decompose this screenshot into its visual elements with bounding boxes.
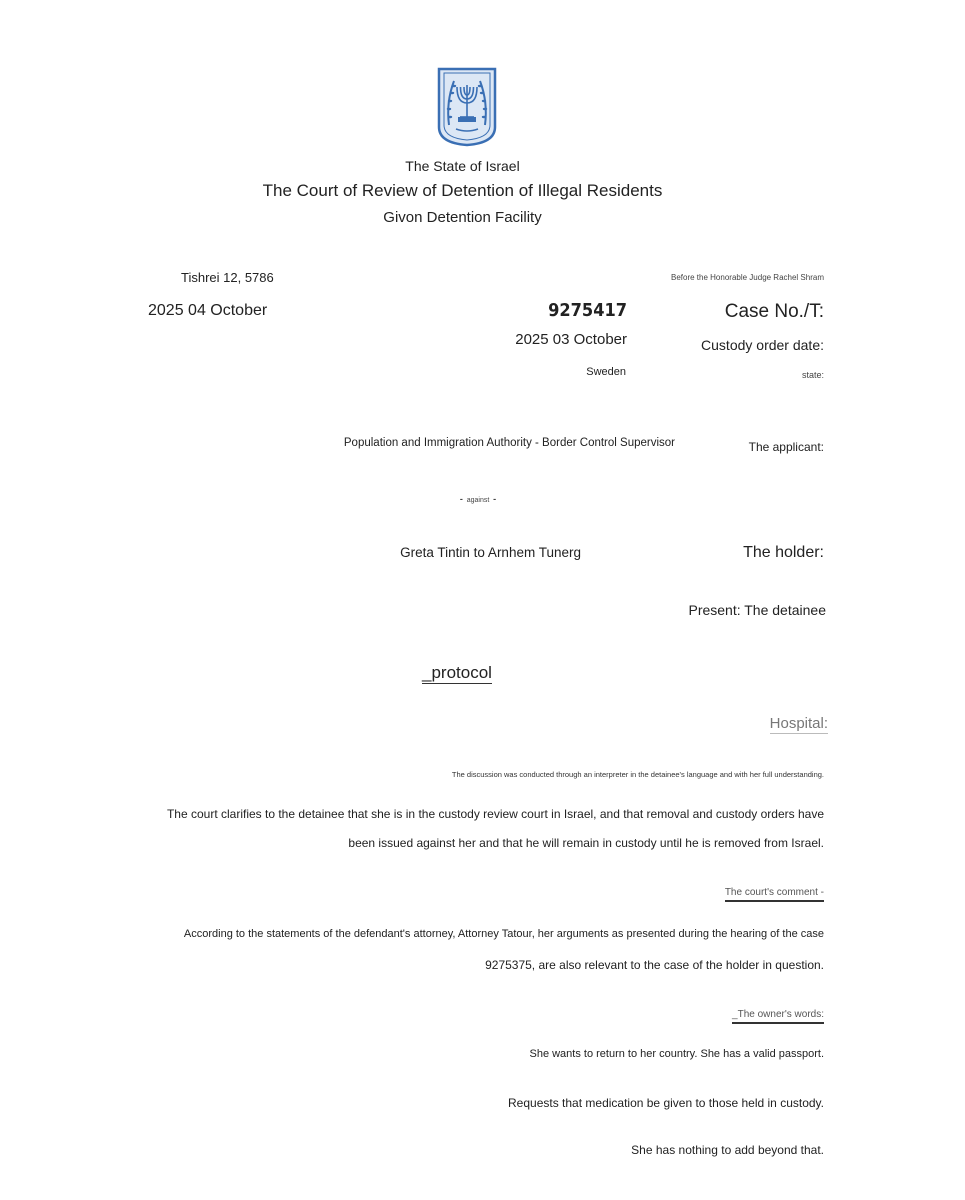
state-title: The State of Israel xyxy=(405,158,520,174)
owner-statement-2: Requests that medication be given to those held in custody. xyxy=(508,1096,824,1110)
custody-date-label: Custody order date: xyxy=(701,337,824,353)
custody-date-value: 2025 03 October xyxy=(515,331,627,348)
protocol-title: _protocol xyxy=(422,663,492,682)
present-text: Present: The detainee xyxy=(688,602,826,618)
applicant-value: Population and Immigration Authority - Border Control Supervisor xyxy=(343,437,675,449)
state-label: state: xyxy=(801,370,824,380)
hospital-label: Hospital: xyxy=(769,715,828,732)
court-title: The Court of Review of Detention of Illegal Residents xyxy=(262,181,663,200)
interpreter-note: The discussion was conducted through an interpreter in the detainee's language and with her full understanding. xyxy=(451,770,824,779)
case-number-value: 9275417 xyxy=(548,300,627,321)
case-number-label: Case No./T: xyxy=(724,301,824,322)
clarification-line-1: The court clarifies to the detainee that she is in the custody review court in Israel, and that removal and custody orders have xyxy=(166,807,824,821)
judge-name: Before the Honorable Judge Rachel Shram xyxy=(671,273,824,282)
document-date: 2025 04 October xyxy=(148,302,268,319)
against-text: - against - xyxy=(459,494,497,504)
facility-title: Givon Detention Facility xyxy=(383,209,542,226)
applicant-label: The applicant: xyxy=(748,440,824,454)
state-emblem-icon xyxy=(436,67,498,147)
comment-line-1: According to the statements of the defendant's attorney, Attorney Tatour, her arguments as presented during the hearing of the case xyxy=(183,928,824,940)
hebrew-date: Tishrei 12, 5786 xyxy=(181,270,274,285)
owner-words-heading: _The owner's words: xyxy=(732,1009,824,1020)
court-comment-heading: The court's comment - xyxy=(725,887,824,898)
state-value: Sweden xyxy=(586,366,626,378)
clarification-line-2: been issued against her and that he will remain in custody until he is removed from Israel. xyxy=(348,836,824,850)
holder-value: Greta Tintin to Arnhem Tunerg xyxy=(400,545,581,560)
holder-label: The holder: xyxy=(743,544,824,561)
owner-statement-3: She has nothing to add beyond that. xyxy=(631,1143,824,1157)
owner-statement-1: She wants to return to her country. She has a valid passport. xyxy=(529,1048,824,1060)
comment-line-2: 9275375, are also relevant to the case of the holder in question. xyxy=(485,958,824,972)
